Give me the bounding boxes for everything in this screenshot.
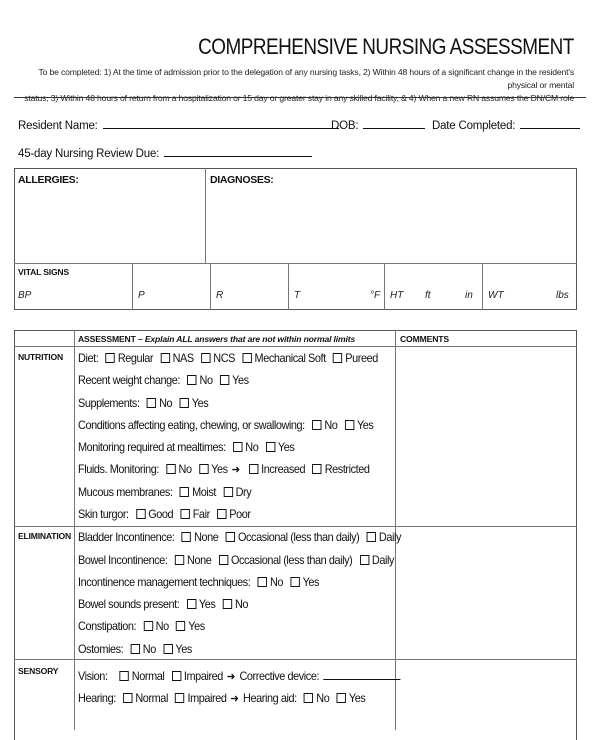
option-label: Restricted <box>324 463 370 476</box>
checkbox[interactable] <box>223 599 232 609</box>
table-header-divider <box>14 346 577 347</box>
comments-header-text: COMMENTS <box>400 334 449 344</box>
constipation-row <box>78 620 205 633</box>
option-label: Poor <box>229 508 251 521</box>
checkbox[interactable] <box>219 555 228 565</box>
section-sensory: SENSORY <box>18 666 59 676</box>
skin-turgor-row <box>78 508 251 521</box>
checkbox[interactable] <box>160 353 169 363</box>
checkbox[interactable] <box>223 487 232 497</box>
option-label: Regular <box>117 352 154 365</box>
option-label: Yes <box>348 692 366 705</box>
option-label: Fair <box>192 508 210 521</box>
assessment-header <box>78 334 355 344</box>
mucous-label: Mucous membranes: <box>78 486 173 499</box>
checkbox[interactable] <box>290 577 299 587</box>
option-label: Impaired <box>187 692 227 705</box>
resident-name-label: Resident Name: <box>18 120 98 132</box>
checkbox[interactable] <box>123 693 132 703</box>
weight-change-label: Recent weight change: <box>78 374 180 387</box>
date-completed-field[interactable] <box>520 118 580 129</box>
monitoring-row <box>78 441 294 454</box>
incontinence-mgmt-row <box>78 576 319 589</box>
checkbox[interactable] <box>172 671 181 681</box>
instructions-line-1: To be completed: 1) At the time of admission prior to the delegation of any nursing tasks, 2) Within 48 hours of a significant change in the resident's physical or mental <box>38 67 574 90</box>
checkbox[interactable] <box>147 398 156 408</box>
monitoring-label: Monitoring required at mealtimes: <box>78 441 226 454</box>
checkbox[interactable] <box>220 375 229 385</box>
diet-row <box>78 352 378 365</box>
vision-label: Vision: <box>78 670 108 683</box>
arrow-right-icon: ➜ <box>230 693 239 705</box>
option-label: No <box>269 576 284 589</box>
incontinence-mgmt-label: Incontinence management techniques: <box>78 576 251 589</box>
diagnoses-field[interactable] <box>208 190 574 260</box>
fahrenheit-label: °F <box>370 290 381 301</box>
vitals-sep-2 <box>210 263 211 310</box>
checkbox[interactable] <box>166 464 175 474</box>
option-label: No <box>234 598 249 611</box>
checkbox[interactable] <box>258 577 267 587</box>
checkbox[interactable] <box>199 464 208 474</box>
checkbox[interactable] <box>120 671 129 681</box>
option-label: Yes <box>277 441 295 454</box>
option-label: Yes <box>198 598 216 611</box>
checkbox[interactable] <box>337 693 346 703</box>
option-label: Yes <box>175 643 192 656</box>
bladder-label: Bladder Incontinence: <box>78 531 175 544</box>
comments-field[interactable] <box>397 348 575 728</box>
checkbox[interactable] <box>266 442 275 452</box>
bowel-row <box>78 554 394 567</box>
temp-label: T <box>294 290 301 301</box>
option-label: Daily <box>371 554 395 567</box>
height-label: HT <box>390 290 404 301</box>
option-label: Normal <box>135 692 168 705</box>
option-label: Yes <box>188 620 205 633</box>
checkbox[interactable] <box>242 353 251 363</box>
option-label: Normal <box>131 670 165 683</box>
bowel-sounds-row <box>78 598 248 611</box>
checkbox[interactable] <box>180 509 189 519</box>
review-due-field[interactable] <box>164 146 312 157</box>
corrective-device-label: Corrective device: <box>239 670 320 683</box>
option-label: None <box>187 554 212 567</box>
option-label: No <box>142 643 156 656</box>
diet-label: Diet: <box>78 352 99 365</box>
checkbox[interactable] <box>187 375 196 385</box>
vitals-sep-4 <box>384 263 385 310</box>
option-label: Good <box>148 508 174 521</box>
date-completed-row <box>432 118 580 132</box>
vitals-sep-3 <box>288 263 289 310</box>
vision-row <box>78 670 401 683</box>
instructions <box>14 66 574 105</box>
option-label: None <box>194 531 219 544</box>
assessment-header-bold: ASSESSMENT – <box>78 334 145 344</box>
lbs-label: lbs <box>556 290 569 301</box>
page-title: COMPREHENSIVE NURSING ASSESSMENT <box>198 34 574 59</box>
option-label: Increased <box>261 463 306 476</box>
checkbox[interactable] <box>131 644 140 654</box>
checkbox[interactable] <box>345 420 354 430</box>
checkbox[interactable] <box>333 353 342 363</box>
checkbox[interactable] <box>312 420 321 430</box>
fluids-label: Fluids. Monitoring: <box>78 463 160 476</box>
option-label: Daily <box>378 531 402 544</box>
checkbox[interactable] <box>233 442 242 452</box>
option-label: Moist <box>192 486 217 499</box>
box1-divider <box>205 168 206 263</box>
dob-label: DOB: <box>331 120 359 132</box>
option-label: NAS <box>172 352 194 365</box>
dob-field[interactable] <box>363 118 425 129</box>
hearing-row <box>78 692 365 705</box>
allergies-field[interactable] <box>16 190 202 260</box>
resident-name-row <box>18 118 339 132</box>
checkbox[interactable] <box>143 621 152 631</box>
section-elimination: ELIMINATION <box>18 531 72 541</box>
option-label: Yes <box>232 374 249 387</box>
option-label: Yes <box>302 576 320 589</box>
feet-label: ft <box>425 290 431 301</box>
comments-header <box>400 334 449 344</box>
option-label: No <box>178 463 192 476</box>
hearing-label: Hearing: <box>78 692 116 705</box>
conditions-label: Conditions affecting eating, chewing, or swallowing: <box>78 419 305 432</box>
resident-name-field[interactable] <box>103 118 339 129</box>
checkbox[interactable] <box>182 532 191 542</box>
option-label: No <box>324 419 338 432</box>
inches-label: in <box>465 290 473 301</box>
checkbox[interactable] <box>180 487 189 497</box>
checkbox[interactable] <box>163 644 172 654</box>
checkbox[interactable] <box>201 353 210 363</box>
option-label: Yes <box>191 397 209 410</box>
option-label: Yes <box>356 419 374 432</box>
option-label: No <box>159 397 173 410</box>
hearing-aid-label: Hearing aid: <box>243 692 297 705</box>
date-completed-label: Date Completed: <box>432 120 516 132</box>
option-label: No <box>245 441 259 454</box>
ostomies-row <box>78 643 192 656</box>
checkbox[interactable] <box>176 621 185 631</box>
vitals-divider <box>14 263 577 264</box>
checkbox[interactable] <box>226 532 235 542</box>
ostomies-label: Ostomies: <box>78 643 124 656</box>
bowel-sounds-label: Bowel sounds present: <box>78 598 180 611</box>
checkbox[interactable] <box>367 532 376 542</box>
pulse-label: P <box>138 290 145 301</box>
checkbox[interactable] <box>249 464 258 474</box>
supplements-row <box>78 397 208 410</box>
allergies-label: ALLERGIES: <box>18 174 79 186</box>
option-label: Occasional (less than daily) <box>230 554 353 567</box>
corrective-device-field[interactable] <box>324 670 401 680</box>
review-due-label: 45-day Nursing Review Due: <box>18 148 160 160</box>
checkbox[interactable] <box>175 555 184 565</box>
vitals-sep-1 <box>132 263 133 310</box>
table-col-sep-1 <box>74 330 75 730</box>
section-nutrition: NUTRITION <box>18 352 63 362</box>
checkbox[interactable] <box>312 464 321 474</box>
checkbox[interactable] <box>360 555 369 565</box>
diagnoses-label: DIAGNOSES: <box>210 174 274 186</box>
checkbox[interactable] <box>180 398 189 408</box>
arrow-right-icon: ➜ <box>231 464 240 476</box>
option-label: No <box>316 692 330 705</box>
checkbox[interactable] <box>136 509 145 519</box>
option-label: No <box>155 620 169 633</box>
resp-label: R <box>216 290 224 301</box>
header-divider <box>14 97 586 98</box>
fluids-row <box>78 463 370 476</box>
arrow-right-icon: ➜ <box>226 671 235 683</box>
checkbox[interactable] <box>304 693 313 703</box>
option-label: Mechanical Soft <box>254 352 326 365</box>
checkbox[interactable] <box>187 599 196 609</box>
bowel-label: Bowel Incontinence: <box>78 554 168 567</box>
checkbox[interactable] <box>106 353 115 363</box>
checkbox[interactable] <box>217 509 226 519</box>
vital-signs-label: VITAL SIGNS <box>18 267 69 277</box>
conditions-row <box>78 419 373 432</box>
review-due-row <box>18 146 312 160</box>
checkbox[interactable] <box>175 693 184 703</box>
supplements-label: Supplements: <box>78 397 140 410</box>
option-label: NCS <box>213 352 236 365</box>
bladder-row <box>78 531 401 544</box>
skin-turgor-label: Skin turgor: <box>78 508 129 521</box>
instructions-line-2: status, 3) Within 48 hours of return from a hospitalization or 15 day or greater stay in any skilled facility, & 4) When a new RN assumes the DN/CM role <box>24 93 574 103</box>
bp-label: BP <box>18 290 32 301</box>
option-label: Yes <box>211 463 228 476</box>
option-label: Impaired <box>183 670 223 683</box>
weight-change-row <box>78 374 249 387</box>
option-label: Occasional (less than daily) <box>237 531 360 544</box>
weight-label: WT <box>488 290 504 301</box>
assessment-header-italic: Explain ALL answers that are not within normal limits <box>144 334 356 344</box>
dob-row <box>331 118 425 132</box>
mucous-row <box>78 486 251 499</box>
option-label: Pureed <box>345 352 378 365</box>
constipation-label: Constipation: <box>78 620 137 633</box>
vitals-sep-5 <box>482 263 483 310</box>
option-label: No <box>199 374 213 387</box>
option-label: Dry <box>235 486 252 499</box>
